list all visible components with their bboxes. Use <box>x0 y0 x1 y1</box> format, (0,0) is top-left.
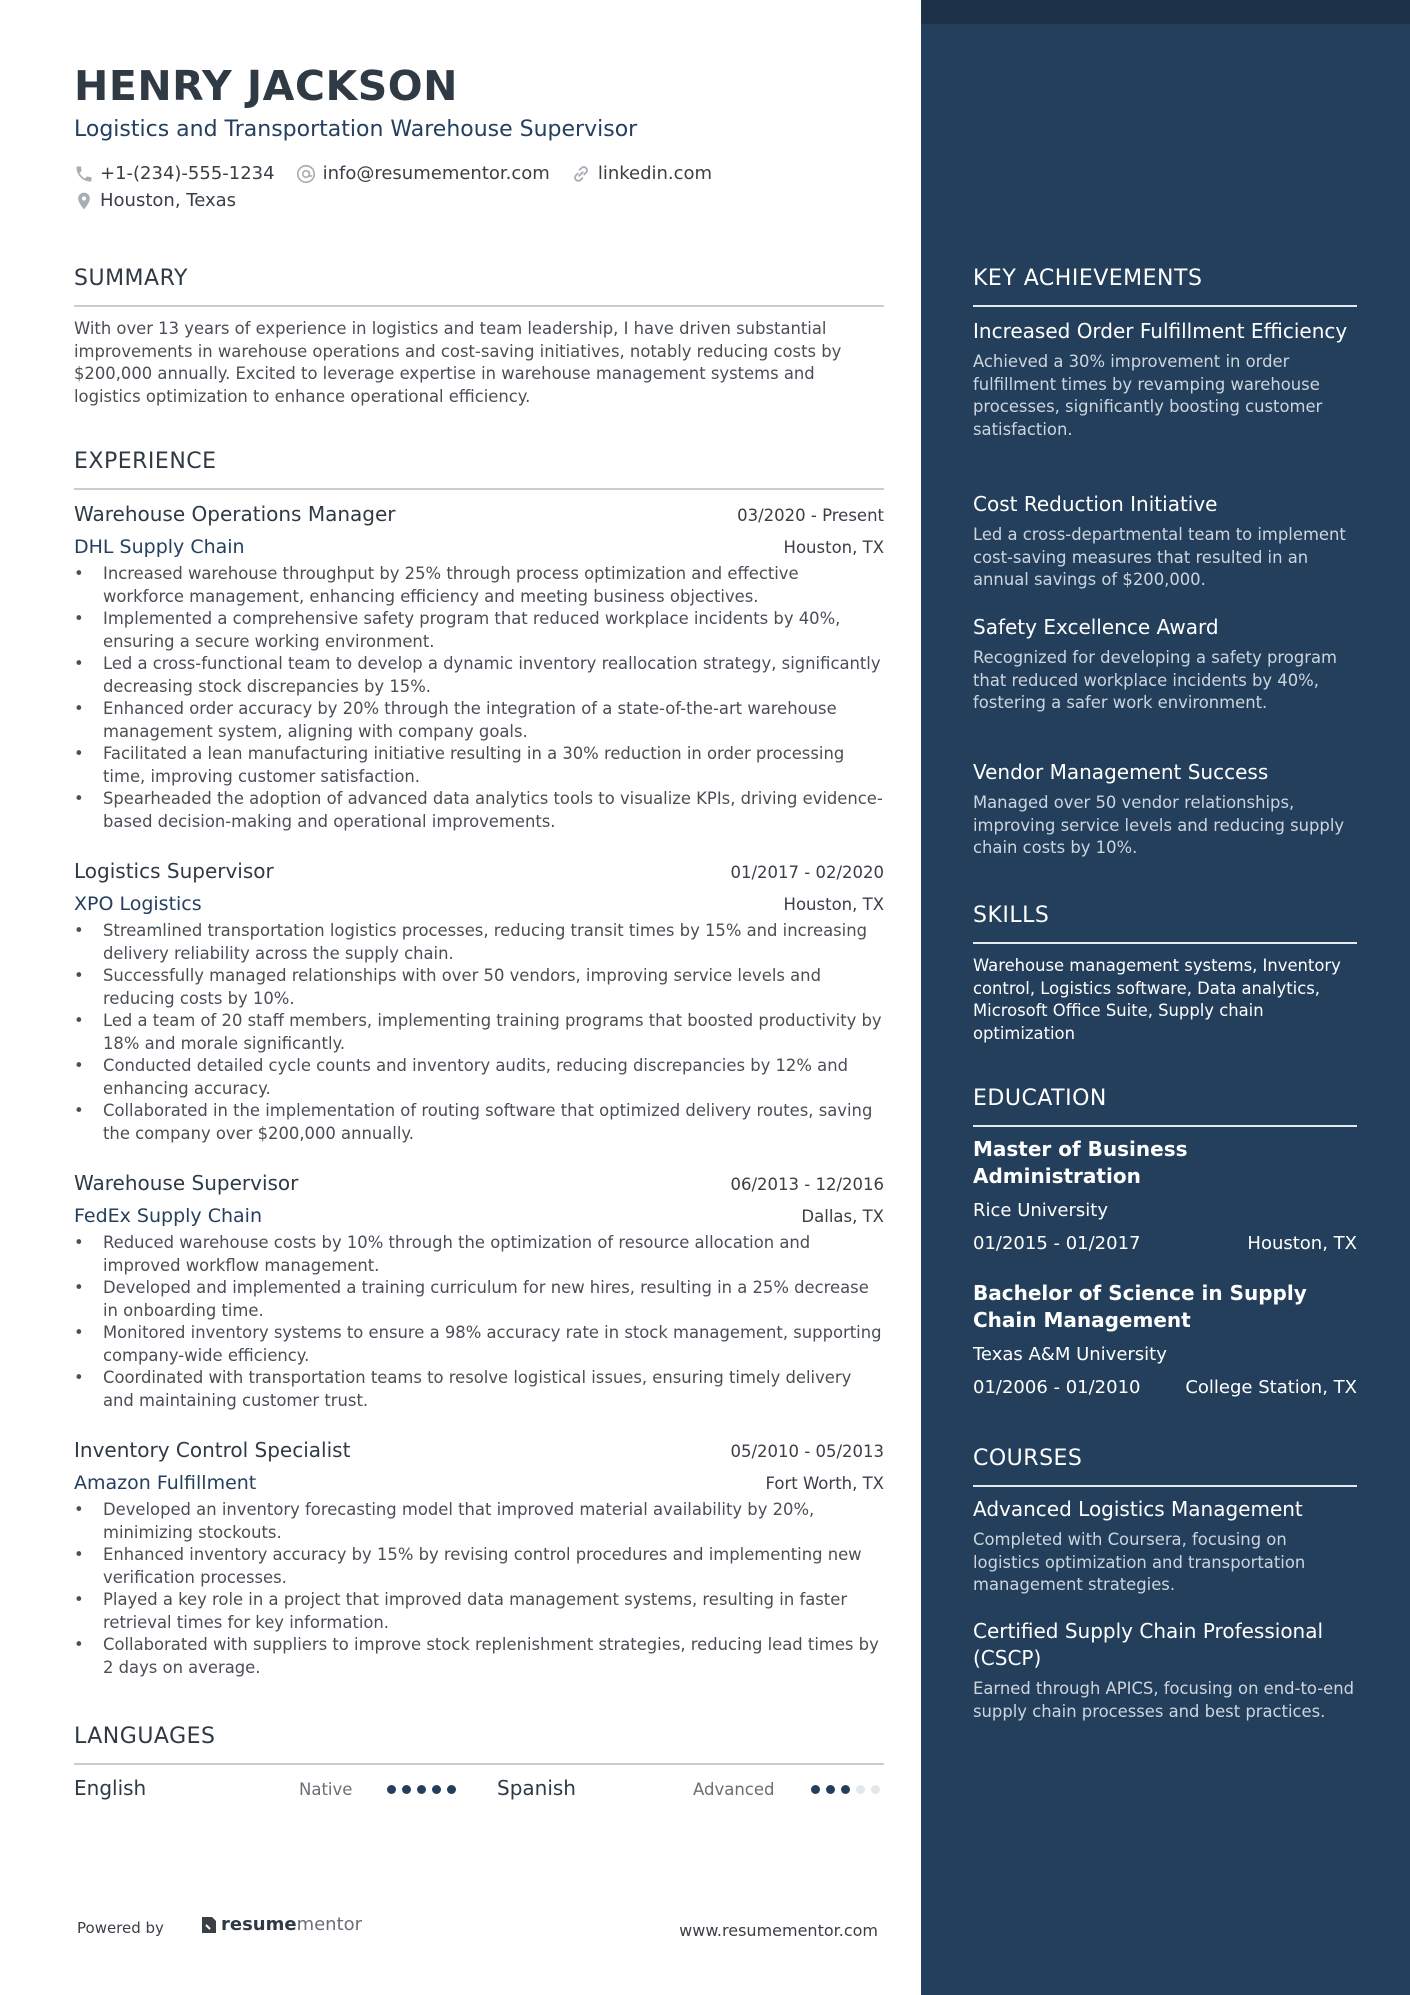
job-bullet: • Collaborated with suppliers to improve stock replenishment strategies, reducing lead times by 2 days on average. <box>74 1634 884 1679</box>
language-name: English <box>74 1776 147 1800</box>
rating-dot-filled <box>417 1785 426 1794</box>
contact-linkedin[interactable] <box>570 163 712 185</box>
education-school: Texas A&M University <box>973 1344 1167 1365</box>
courses-divider <box>973 1485 1357 1487</box>
course-title: Certified Supply Chain Professional (CSCP) <box>973 1619 1324 1670</box>
languages-heading: LANGUAGES <box>74 1724 216 1749</box>
job-dates: 01/2017 - 02/2020 <box>730 863 884 882</box>
achievement-title: Vendor Management Success <box>973 760 1269 784</box>
summary-text: With over 13 years of experience in logistics and team leadership, I have driven substantial improvements in warehouse operations and cost-saving initiatives, notably reducing costs by $200,000 annually. Excited to leverage expertise in warehouse management systems and logistics optimization to enhance operational efficiency. <box>74 319 842 406</box>
language-level: Advanced <box>693 1780 775 1799</box>
job-bullets <box>74 1232 884 1412</box>
sidebar <box>921 0 1410 1995</box>
brand-light: mentor <box>296 1914 363 1935</box>
brand-bold: resume <box>221 1914 297 1935</box>
job-company: Amazon Fulfillment <box>74 1472 257 1494</box>
job-bullets <box>74 563 884 833</box>
job-company: FedEx Supply Chain <box>74 1205 262 1227</box>
job-dates: 06/2013 - 12/2016 <box>730 1175 884 1194</box>
summary-heading: SUMMARY <box>74 266 188 291</box>
achievement-title: Cost Reduction Initiative <box>973 492 1218 516</box>
job-bullet: • Enhanced inventory accuracy by 15% by revising control procedures and implementing new verification processes. <box>74 1544 884 1589</box>
achievement-desc: Achieved a 30% improvement in order fulfillment times by revamping warehouse processes, significantly boosting customer satisfaction. <box>973 352 1323 439</box>
job-bullet: • Implemented a comprehensive safety program that reduced workplace incidents by 40%, ensuring a secure working environment. <box>74 608 884 653</box>
job-location: Houston, TX <box>783 538 884 557</box>
job-dates: 03/2020 - Present <box>737 506 884 525</box>
course-desc: Completed with Coursera, focusing on logistics optimization and transportation management strategies. <box>973 1530 1306 1594</box>
job-bullet: • Played a key role in a project that improved data management systems, resulting in faster retrieval times for key information. <box>74 1589 884 1634</box>
job-bullet: • Enhanced order accuracy by 20% through the integration of a state-of-the-art warehouse management system, aligning with company goals. <box>74 698 884 743</box>
achievement-item <box>973 614 1357 715</box>
course-item <box>973 1496 1357 1597</box>
rating-dot-empty <box>856 1785 865 1794</box>
education-dates: 01/2015 - 01/2017 <box>973 1233 1141 1254</box>
language-rating <box>387 1785 462 1794</box>
job-role: Logistics Supervisor <box>74 859 274 883</box>
phone-text: +1-(234)-555-1234 <box>100 163 275 184</box>
job-bullet: • Streamlined transportation logistics processes, reducing transit times by 15% and increasing delivery reliability across the supply chain. <box>74 920 884 965</box>
education-heading: EDUCATION <box>973 1086 1107 1111</box>
location-pin-icon <box>74 190 94 212</box>
job-bullet: • Led a team of 20 staff members, implementing training programs that boosted productivity by 18% and morale significantly. <box>74 1010 884 1055</box>
achievement-desc: Managed over 50 vendor relationships, improving service levels and reducing supply chain costs by 10%. <box>973 793 1345 857</box>
candidate-name: HENRY JACKSON <box>74 62 458 110</box>
rating-dot-filled <box>826 1785 835 1794</box>
rating-dot-filled <box>841 1785 850 1794</box>
education-dates: 01/2006 - 01/2010 <box>973 1377 1141 1398</box>
job-entry <box>74 1171 884 1412</box>
language-name: Spanish <box>497 1776 576 1800</box>
job-bullet: • Led a cross-functional team to develop a dynamic inventory reallocation strategy, significantly decreasing stock discrepancies by 15%. <box>74 653 884 698</box>
achievements-divider <box>973 305 1357 307</box>
job-bullet: • Monitored inventory systems to ensure a 98% accuracy rate in stock management, supporting company-wide efficiency. <box>74 1322 884 1367</box>
summary-divider <box>74 305 884 307</box>
job-location: Fort Worth, TX <box>765 1474 884 1493</box>
experience-divider <box>74 488 884 490</box>
job-company: XPO Logistics <box>74 893 202 915</box>
job-role: Warehouse Supervisor <box>74 1171 299 1195</box>
education-degree: Bachelor of Science in Supply Chain Management <box>973 1281 1307 1332</box>
job-dates: 05/2010 - 05/2013 <box>730 1442 884 1461</box>
phone-icon <box>74 164 94 184</box>
candidate-title: Logistics and Transportation Warehouse Supervisor <box>74 117 638 142</box>
linkedin-text: linkedin.com <box>597 163 713 184</box>
contact-phone <box>74 163 275 184</box>
job-entry <box>74 502 884 833</box>
courses-heading: COURSES <box>973 1446 1083 1471</box>
experience-heading: EXPERIENCE <box>74 449 217 474</box>
skills-list <box>973 955 1357 1045</box>
powered-by-label: Powered by <box>77 1919 164 1937</box>
education-degree: Master of Business Administration <box>973 1137 1188 1188</box>
job-location: Houston, TX <box>783 895 884 914</box>
contact-location <box>74 190 236 212</box>
at-icon <box>295 163 317 185</box>
education-item <box>973 1280 1357 1398</box>
sidebar-top-bar <box>921 0 1410 24</box>
course-desc: Earned through APICS, focusing on end-to-end supply chain processes and best practices. <box>973 1679 1355 1721</box>
job-bullet: • Coordinated with transportation teams to resolve logistical issues, ensuring timely delivery and maintaining customer trust. <box>74 1367 884 1412</box>
language-rating <box>811 1785 886 1794</box>
language-level: Native <box>299 1780 353 1799</box>
education-item <box>973 1136 1357 1254</box>
achievement-title: Safety Excellence Award <box>973 615 1219 639</box>
job-bullet: • Developed an inventory forecasting model that improved material availability by 20%, minimizing stockouts. <box>74 1499 884 1544</box>
contact-email[interactable] <box>295 163 550 185</box>
link-icon <box>570 163 592 185</box>
job-role: Inventory Control Specialist <box>74 1438 351 1462</box>
languages-row <box>74 1776 884 1806</box>
job-bullet: • Increased warehouse throughput by 25% through process optimization and effective workforce management, enhancing efficiency and meeting business objectives. <box>74 563 884 608</box>
job-role: Warehouse Operations Manager <box>74 502 396 526</box>
job-bullet: • Collaborated in the implementation of routing software that optimized delivery routes, saving the company over $200,000 annually. <box>74 1100 884 1145</box>
rating-dot-filled <box>432 1785 441 1794</box>
skills-divider <box>973 942 1357 944</box>
achievement-item <box>973 491 1357 592</box>
job-company: DHL Supply Chain <box>74 536 245 558</box>
rating-dot-empty <box>871 1785 880 1794</box>
contact-info <box>74 160 894 214</box>
achievement-title: Increased Order Fulfillment Efficiency <box>973 319 1348 343</box>
languages-divider <box>74 1763 884 1765</box>
education-school: Rice University <box>973 1200 1108 1221</box>
course-item <box>973 1618 1357 1723</box>
job-location: Dallas, TX <box>801 1207 884 1226</box>
job-entry <box>74 1438 884 1679</box>
job-bullet: • Conducted detailed cycle counts and inventory audits, reducing discrepancies by 12% and enhancing accuracy. <box>74 1055 884 1100</box>
job-bullet: • Facilitated a lean manufacturing initiative resulting in a 30% reduction in order processing time, improving customer satisfaction. <box>74 743 884 788</box>
rating-dot-filled <box>387 1785 396 1794</box>
rating-dot-filled <box>811 1785 820 1794</box>
education-divider <box>973 1125 1357 1127</box>
email-text: info@resumementor.com <box>322 163 550 184</box>
achievement-item <box>973 318 1357 441</box>
achievement-desc: Recognized for developing a safety program that reduced workplace incidents by 40%, fostering a safer work environment. <box>973 648 1337 712</box>
skills-heading: SKILLS <box>973 903 1050 928</box>
achievement-item <box>973 759 1357 860</box>
rating-dot-filled <box>402 1785 411 1794</box>
job-bullet: • Spearheaded the adoption of advanced data analytics tools to visualize KPIs, driving evidence-based decision-making and operational improvements. <box>74 788 884 833</box>
job-bullets <box>74 920 884 1145</box>
course-title: Advanced Logistics Management <box>973 1497 1303 1521</box>
skills-text: Warehouse management systems, Inventory control, Logistics software, Data analytics, Microsoft Office Suite, Supply chain optimization <box>973 956 1341 1043</box>
achievement-desc: Led a cross-departmental team to implement cost-saving measures that resulted in an annual savings of $200,000. <box>973 525 1346 589</box>
education-location: Houston, TX <box>1247 1233 1357 1254</box>
achievements-heading: KEY ACHIEVEMENTS <box>973 266 1203 291</box>
footer-url[interactable]: www.resumementor.com <box>679 1921 878 1940</box>
job-entry <box>74 859 884 1145</box>
job-bullet: • Reduced warehouse costs by 10% through the optimization of resource allocation and improved workflow management. <box>74 1232 884 1277</box>
location-text: Houston, Texas <box>100 190 237 211</box>
education-location: College Station, TX <box>1185 1377 1357 1398</box>
job-bullet: • Successfully managed relationships with over 50 vendors, improving service levels and reducing costs by 10%. <box>74 965 884 1010</box>
job-bullet: • Developed and implemented a training curriculum for new hires, resulting in a 25% decrease in onboarding time. <box>74 1277 884 1322</box>
rating-dot-filled <box>447 1785 456 1794</box>
job-bullets <box>74 1499 884 1679</box>
